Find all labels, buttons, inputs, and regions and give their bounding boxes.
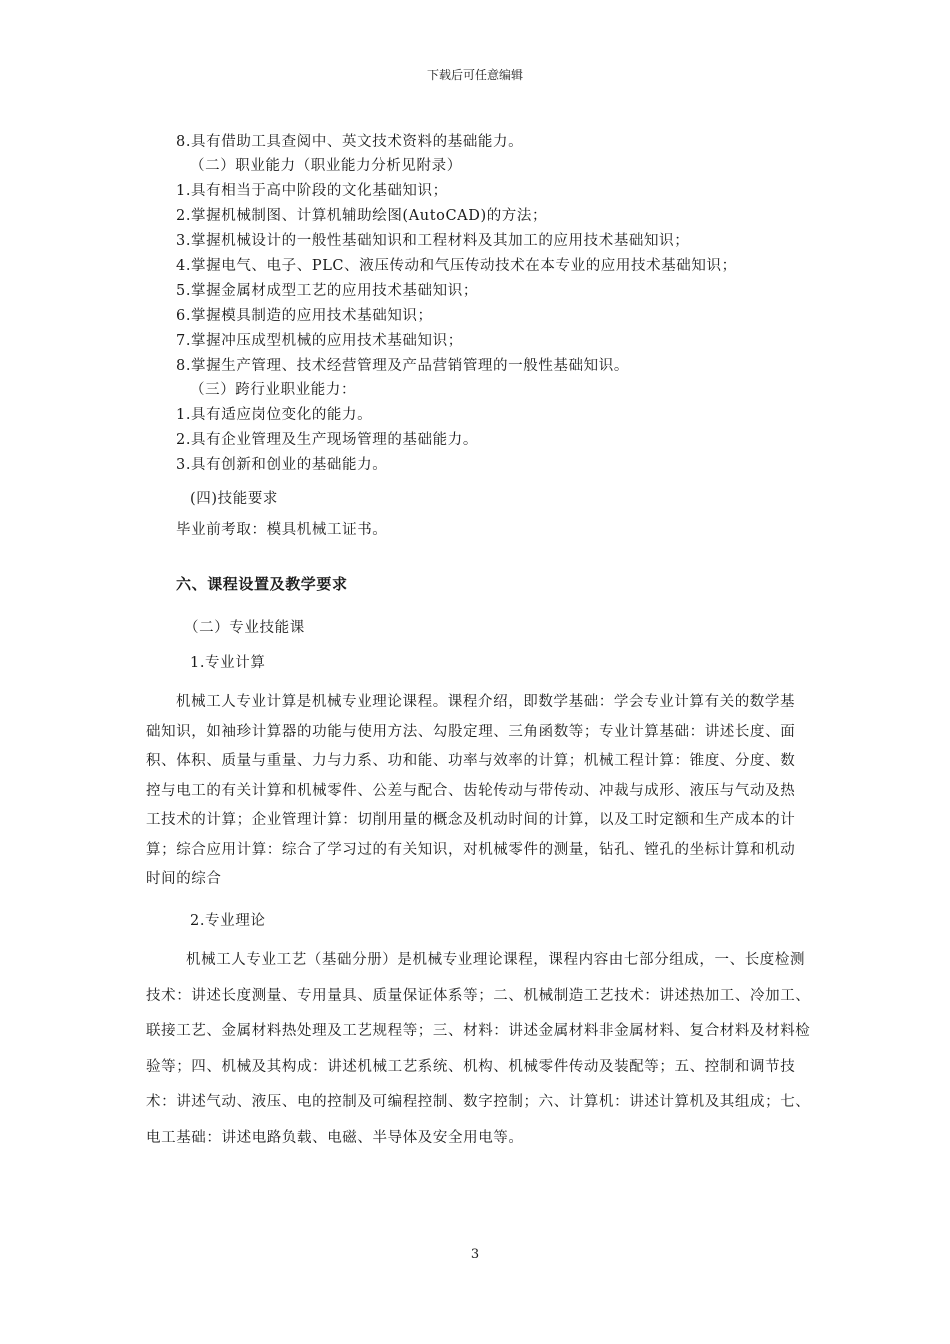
- section-heading-vocational: （二）职业能力（职业能力分析见附录）: [190, 158, 462, 174]
- list-item: 5.掌握金属材成型工艺的应用技术基础知识；: [176, 283, 478, 299]
- section-heading-skills: (四)技能要求: [190, 491, 279, 507]
- page-number: 3: [470, 1247, 480, 1262]
- section-title: 六、课程设置及教学要求: [176, 575, 348, 593]
- list-item: 1.具有相当于高中阶段的文化基础知识；: [176, 183, 448, 199]
- section-heading-cross-industry: （三）跨行业职业能力：: [190, 382, 357, 398]
- course-description: [146, 688, 806, 895]
- course-description-text: 机械工人专业工艺（基础分册）是机械专业理论课程，课程内容由七部分组成，一、长度检测技术：讲述长度测量、专用量具、质量保证体系等；二、机械制造工艺技术：讲述热加工、冷加工、联接工艺、金属材料热处理及工艺规程等；三、材料：讲述金属材料非金属材料、复合材料及材料检验等；四、机械及其构成：讲述机械工艺系统、机构、机械零件传动及装配等；五、控制和调节技术：讲述气动、液压、电的控制及可编程控制、数字控制；六、计算机：讲述计算机及其组成；七、电工基础：讲述电路负载、电磁、半导体及安全用电等。: [146, 952, 811, 1146]
- list-item: 3.掌握机械设计的一般性基础知识和工程材料及其加工的应用技术基础知识；: [176, 233, 690, 249]
- list-item: 1.具有适应岗位变化的能力。: [176, 407, 373, 423]
- list-item: 6.掌握模具制造的应用技术基础知识；: [176, 308, 433, 324]
- skills-text: 毕业前考取：模具机械工证书。: [176, 522, 388, 538]
- course-description: [146, 943, 812, 1156]
- list-item: 2.具有企业管理及生产现场管理的基础能力。: [176, 432, 478, 448]
- list-item: 2.掌握机械制图、计算机辅助绘图(AutoCAD)的方法；: [176, 208, 548, 224]
- subsection-heading: （二）专业技能课: [184, 620, 305, 636]
- course-title: 2.专业理论: [190, 913, 266, 929]
- page-header: 下载后可任意编辑: [426, 68, 523, 82]
- course-title: 1.专业计算: [190, 655, 266, 671]
- course-description-text: 机械工人专业计算是机械专业理论课程。课程介绍，即数学基础：学会专业计算有关的数学基础知识，如袖珍计算器的功能与使用方法、勾股定理、三角函数等；专业计算基础：讲述长度、面积、体积、质量与重量、力与力系、功和能、功率与效率的计算；机械工程计算：锥度、分度、数控与电工的有关计算和机械零件、公差与配合、齿轮传动与带传动、冲裁与成形、液压与气动及热工技术的计算；企业管理计算：切削用量的概念及机动时间的计算，以及工时定额和生产成本的计算；综合应用计算：综合了学习过的有关知识，对机械零件的测量，钻孔、镗孔的坐标计算和机动时间的综合: [146, 694, 796, 887]
- list-item: 8.掌握生产管理、技术经营管理及产品营销管理的一般性基础知识。: [176, 358, 629, 374]
- list-item: 7.掌握冲压成型机械的应用技术基础知识；: [176, 333, 463, 349]
- list-item: 4.掌握电气、电子、PLC、液压传动和气压传动技术在本专业的应用技术基础知识；: [176, 258, 737, 274]
- list-item: 3.具有创新和创业的基础能力。: [176, 457, 388, 473]
- list-item: 8.具有借助工具查阅中、英文技术资料的基础能力。: [176, 134, 524, 150]
